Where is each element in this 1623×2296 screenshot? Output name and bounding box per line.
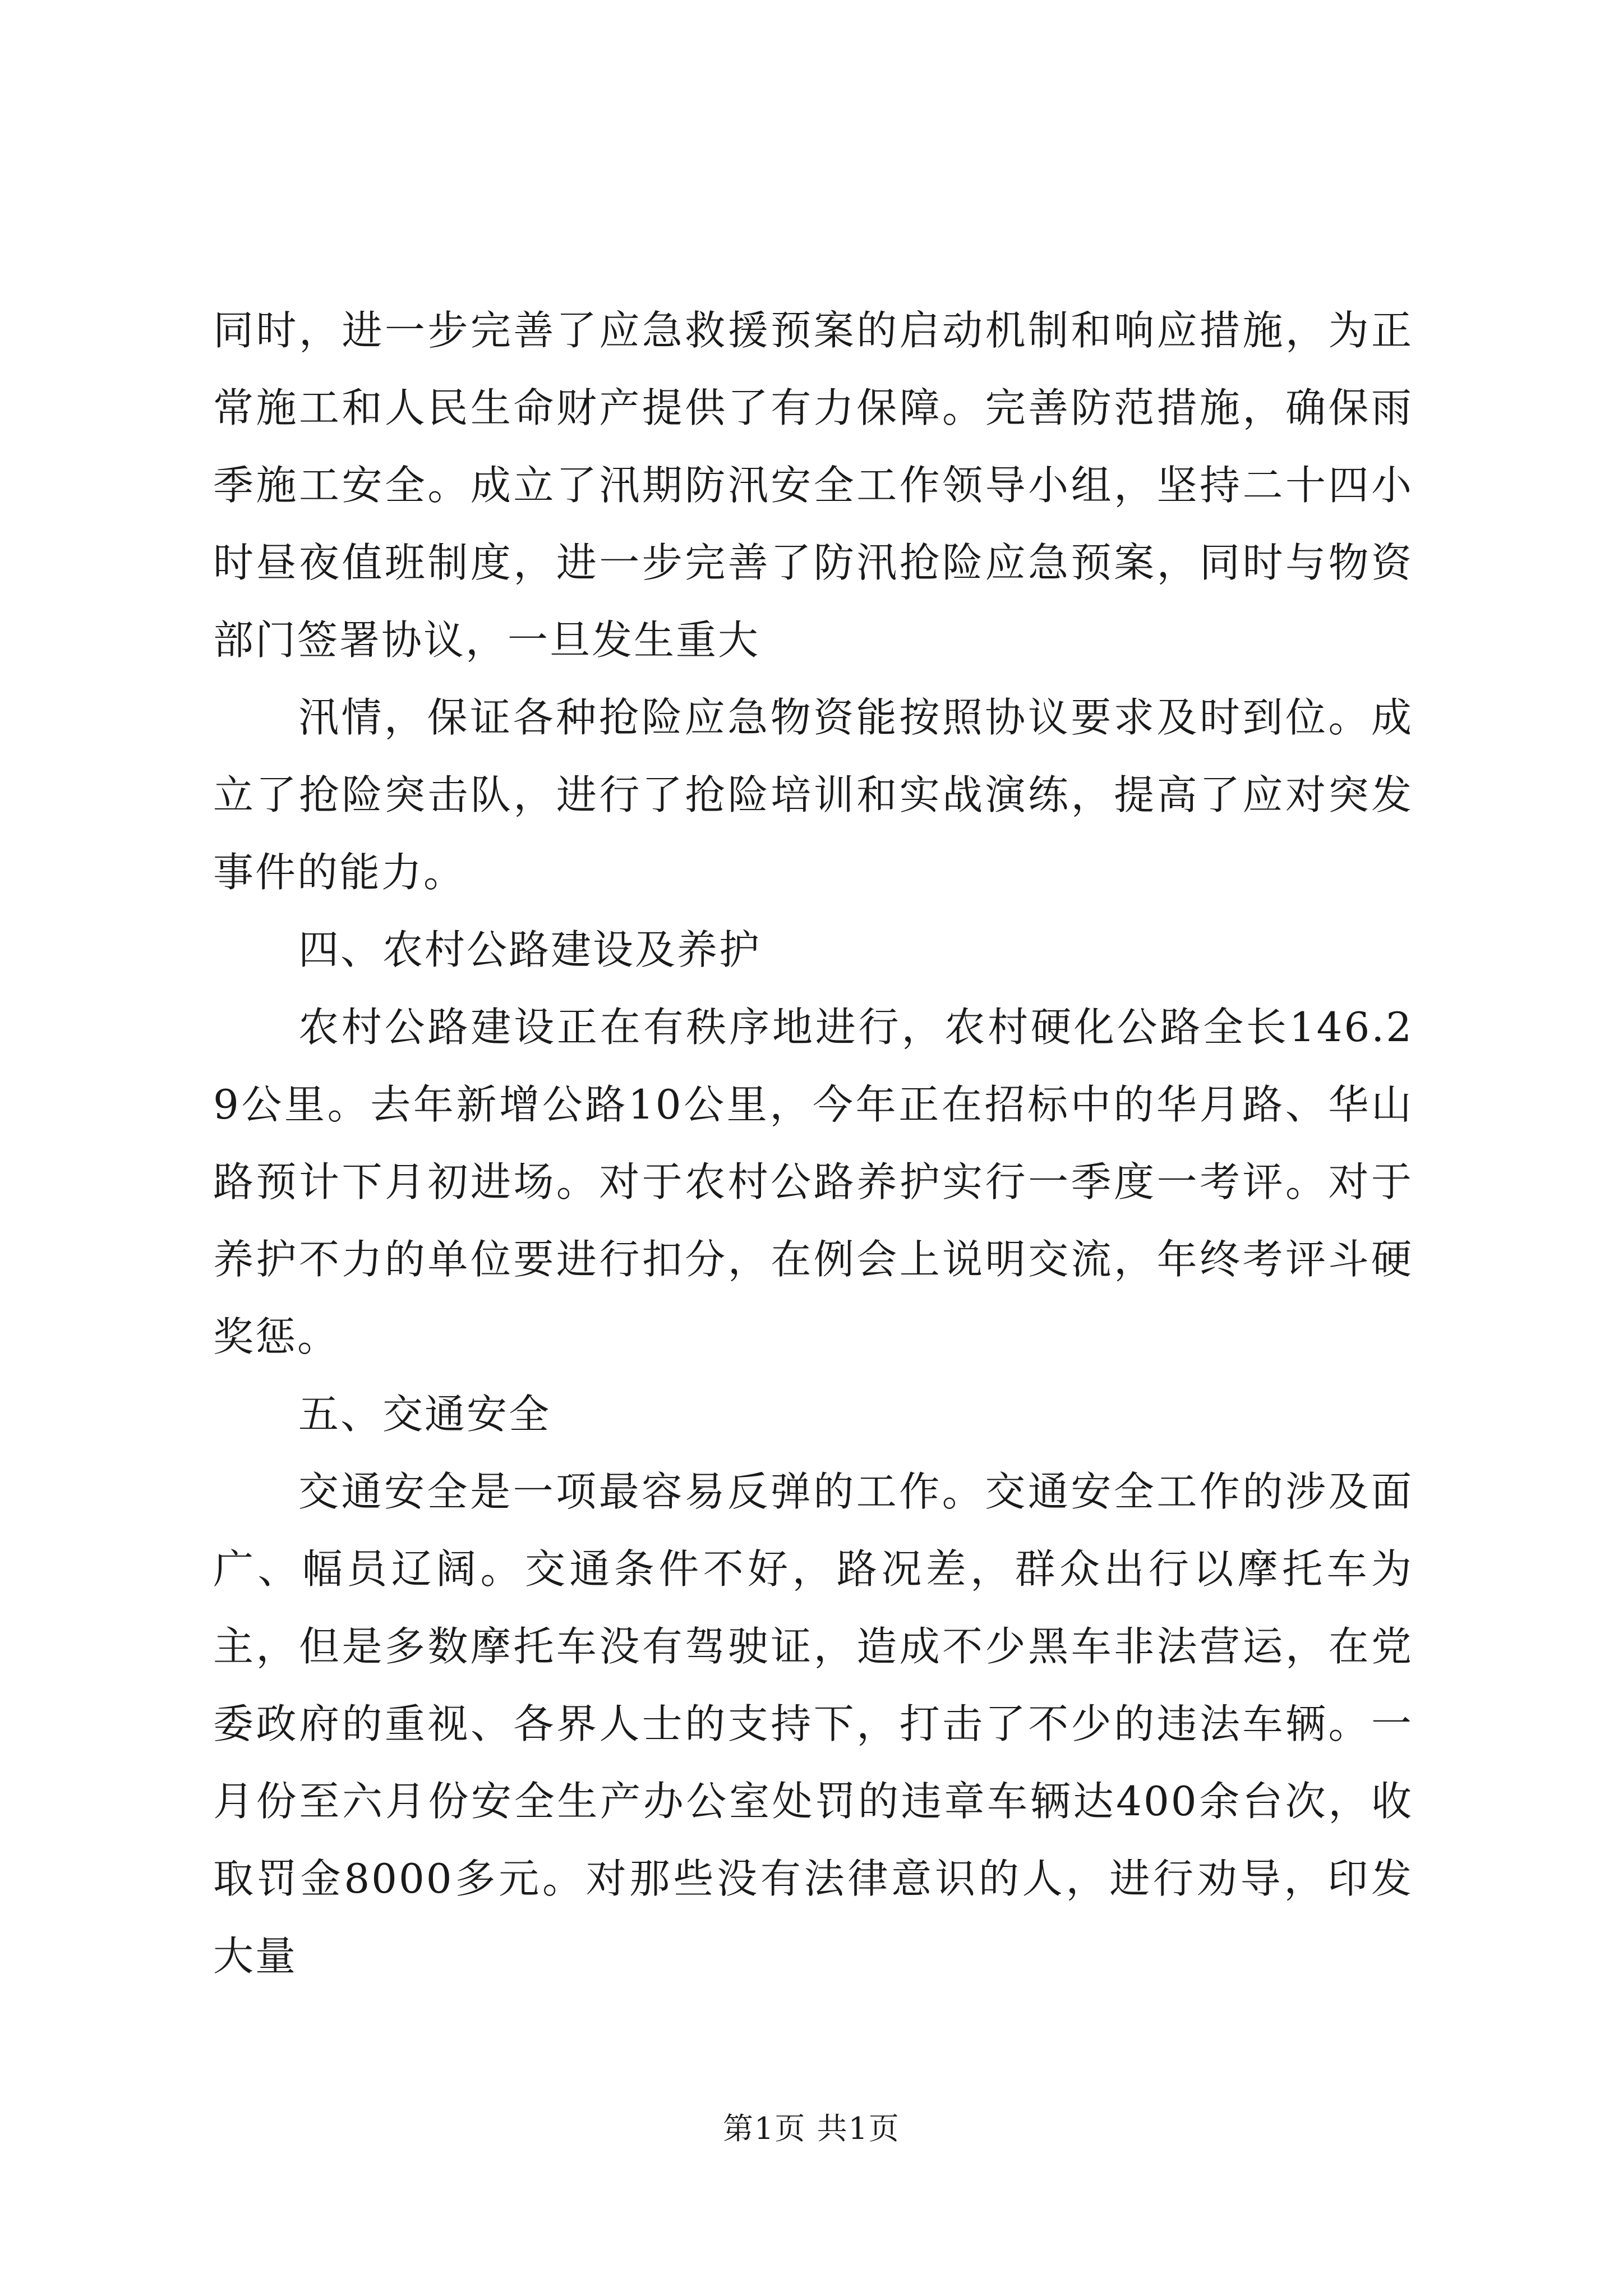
section-heading-traffic-safety: 五、交通安全 (298, 1391, 551, 1438)
paragraph-emergency-plan: 同时，进一步完善了应急救援预案的启动机制和响应措施，为正常施工和人民生命财产提供了有力保障。完善防范措施，确保雨季施工安全。成立了汛期防汛安全工作领导小组，坚持二十四小时昼夜值班制度，进一步完善了防汛抢险应急预案，同时与物资部门签署协议，一旦发生重大 (213, 307, 1413, 664)
paragraph-rural-roads: 农村公路建设正在有秩序地进行，农村硬化公路全长146.29公里。去年新增公路10公里，今年正在招标中的华月路、华山路预计下月初进场。对于农村公路养护实行一季度一考评。对于养护不力的单位要进行扣分，在例会上说明交流，年终考评斗硬奖惩。 (213, 1004, 1413, 1360)
document-body (213, 292, 1413, 1995)
paragraph-traffic-safety: 交通安全是一项最容易反弹的工作。交通安全工作的涉及面广、幅员辽阔。交通条件不好，路况差，群众出行以摩托车为主，但是多数摩托车没有驾驶证，造成不少黑车非法营运，在党委政府的重视、各界人士的支持下，打击了不少的违法车辆。一月份至六月份安全生产办公室处罚的违章车辆达400余台次，收取罚金8000多元。对那些没有法律意识的人，进行劝导，印发大量 (213, 1468, 1413, 1980)
paragraph-flood-supplies: 汛情，保证各种抢险应急物资能按照协议要求及时到位。成立了抢险突击队，进行了抢险培训和实战演练，提高了应对突发事件的能力。 (213, 694, 1413, 896)
section-heading-rural-roads: 四、农村公路建设及养护 (298, 926, 762, 973)
page-number-footer: 第1页 共1页 (723, 2111, 900, 2146)
